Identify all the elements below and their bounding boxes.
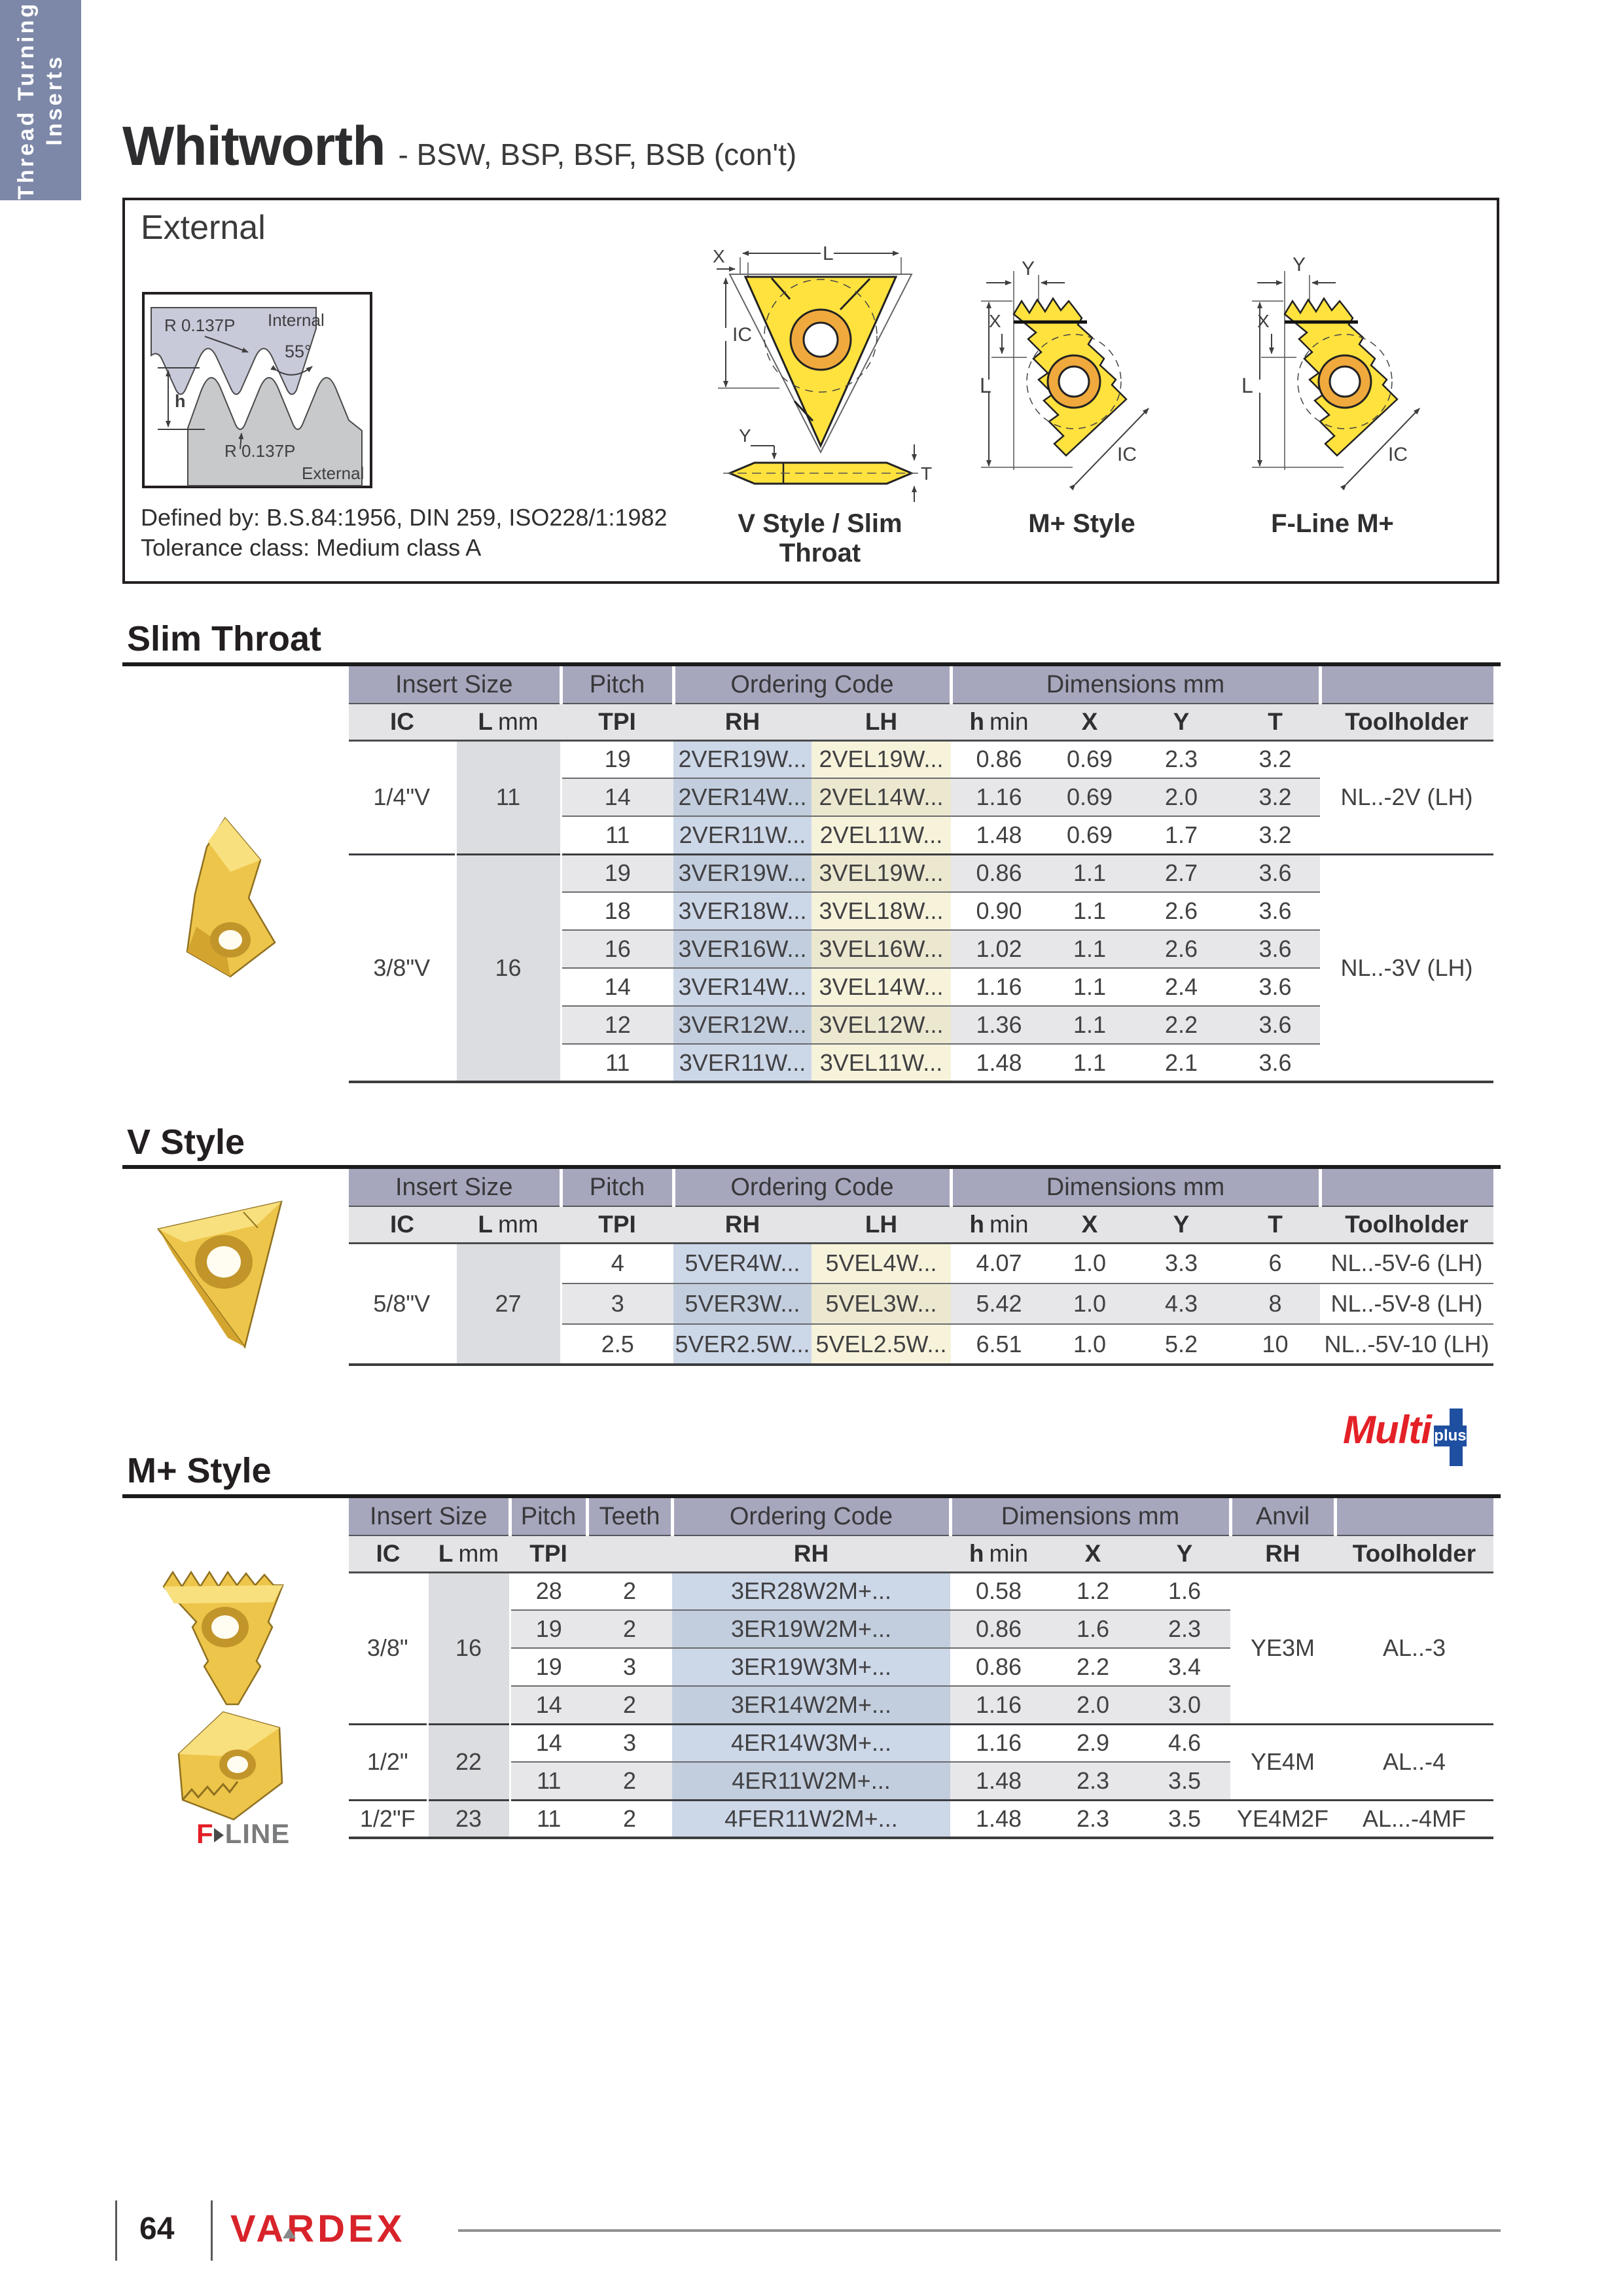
cell-h: 1.16 xyxy=(951,968,1047,1006)
cell-t: 3.6 xyxy=(1230,968,1320,1006)
cell-tpi: 4 xyxy=(561,1243,673,1283)
cell-y: 2.3 xyxy=(1139,1610,1230,1648)
cell-y: 2.4 xyxy=(1132,968,1230,1006)
cell-toolholder: AL..-3 xyxy=(1335,1572,1493,1724)
cell-rh-code: 3ER19W3M+... xyxy=(672,1648,950,1686)
cell-anvil: YE4M xyxy=(1230,1724,1335,1800)
cell-toolholder: NL..-5V-10 (LH) xyxy=(1320,1324,1493,1365)
dim-x: X xyxy=(1257,311,1270,331)
cell-h: 0.86 xyxy=(950,1610,1047,1648)
cell-teeth: 2 xyxy=(587,1800,672,1838)
cell-y: 3.5 xyxy=(1139,1800,1230,1838)
cell-x: 0.69 xyxy=(1047,740,1132,778)
colgroup-insert-size: Insert Size xyxy=(349,666,561,704)
col-tpi: TPI xyxy=(561,1206,673,1243)
cell-x: 1.0 xyxy=(1047,1243,1132,1283)
cell-lh-code: 5VEL2.5W... xyxy=(812,1324,951,1365)
colgroup-pitch: Pitch xyxy=(561,1169,673,1206)
cell-ic: 1/4"V xyxy=(349,740,455,854)
cell-rh-code: 2VER19W... xyxy=(673,740,812,778)
colgroup-empty xyxy=(1335,1498,1493,1535)
cell-rh-code: 3VER12W... xyxy=(673,1006,812,1044)
cell-x: 1.2 xyxy=(1047,1572,1139,1610)
table-row xyxy=(349,854,1493,892)
label-radius-bottom: R 0.137P xyxy=(224,441,296,461)
cell-rh-code: 3VER19W... xyxy=(673,854,812,892)
cell-y: 3.0 xyxy=(1139,1686,1230,1724)
col-h-min: h min xyxy=(951,1206,1047,1243)
cell-tpi: 18 xyxy=(561,892,673,930)
cell-tpi: 28 xyxy=(510,1572,587,1610)
col-y: Y xyxy=(1139,1535,1230,1572)
cell-x: 2.9 xyxy=(1047,1724,1139,1762)
colgroup-pitch: Pitch xyxy=(561,666,673,704)
cell-lh-code: 3VEL19W... xyxy=(812,854,951,892)
cell-rh-code: 3ER14W2M+... xyxy=(672,1686,950,1724)
cell-rh-code: 3VER16W... xyxy=(673,930,812,968)
table-row xyxy=(349,1572,1493,1610)
cell-l: 16 xyxy=(427,1572,510,1724)
cell-ic: 1/2" xyxy=(349,1724,427,1800)
cell-rh-code: 4FER11W2M+... xyxy=(672,1800,950,1838)
colgroup-dimensions: Dimensions mm xyxy=(951,666,1320,704)
cell-h: 0.58 xyxy=(950,1572,1047,1610)
cell-y: 5.2 xyxy=(1132,1324,1230,1365)
thread-profile-diagram xyxy=(142,292,372,490)
dim-y: Y xyxy=(1293,254,1306,276)
cell-tpi: 11 xyxy=(561,1044,673,1082)
table-row xyxy=(349,740,1493,778)
f-line-logo-line: LINE xyxy=(224,1818,291,1849)
cell-tpi: 19 xyxy=(561,740,673,778)
sidebar-tab-line1: Thread Turning xyxy=(14,1,39,200)
label-radius-top: R 0.137P xyxy=(164,315,236,335)
multiplus-logo-text: Multi xyxy=(1343,1408,1431,1452)
caption-m-plus: M+ Style xyxy=(1028,509,1135,538)
dim-x: X xyxy=(713,246,725,266)
cell-x: 1.1 xyxy=(1047,854,1132,892)
col-l-mm: L mm xyxy=(427,1535,510,1572)
cell-lh-code: 3VEL14W... xyxy=(812,968,951,1006)
cell-rh-code: 3ER28W2M+... xyxy=(672,1572,950,1610)
dim-y: Y xyxy=(739,425,751,446)
colgroup-empty xyxy=(1320,1169,1493,1206)
cell-toolholder: NL..-2V (LH) xyxy=(1320,740,1493,854)
cell-rh-code: 4ER11W2M+... xyxy=(672,1762,950,1800)
cell-anvil: YE4M2F xyxy=(1230,1800,1335,1838)
col-rh: RH xyxy=(673,1206,812,1243)
standards-text xyxy=(141,503,668,563)
slim-throat-insert-photo xyxy=(157,812,298,985)
cell-h: 1.16 xyxy=(950,1686,1047,1724)
m-plus-drawing xyxy=(976,228,1192,503)
colgroup-ordering-code: Ordering Code xyxy=(673,1169,951,1206)
cell-x: 0.69 xyxy=(1047,778,1132,816)
cell-x: 1.0 xyxy=(1047,1283,1132,1324)
m-style-insert-photo xyxy=(152,1545,296,1712)
dim-ic: IC xyxy=(1388,444,1408,465)
cell-teeth: 3 xyxy=(587,1648,672,1686)
cell-t: 3.2 xyxy=(1230,816,1320,854)
cell-teeth: 2 xyxy=(587,1762,672,1800)
cell-tpi: 14 xyxy=(561,778,673,816)
col-ic: IC xyxy=(349,704,455,740)
cell-t: 3.2 xyxy=(1230,740,1320,778)
colgroup-anvil: Anvil xyxy=(1230,1498,1335,1535)
col-t: T xyxy=(1230,1206,1320,1243)
cell-rh-code: 5VER2.5W... xyxy=(673,1324,812,1365)
cell-tpi: 19 xyxy=(561,854,673,892)
col-l-mm: L mm xyxy=(455,704,561,740)
cell-rh-code: 3VER11W... xyxy=(673,1044,812,1082)
cell-y: 2.7 xyxy=(1132,854,1230,892)
cell-teeth: 2 xyxy=(587,1610,672,1648)
col-toolholder: Toolholder xyxy=(1320,704,1493,740)
cell-t: 6 xyxy=(1230,1243,1320,1283)
cell-tpi: 12 xyxy=(561,1006,673,1044)
slim-throat-table xyxy=(349,666,1493,1083)
cell-ic: 3/8"V xyxy=(349,854,455,1082)
m-style-table xyxy=(349,1498,1493,1839)
cell-t: 3.6 xyxy=(1230,892,1320,930)
cell-tpi: 16 xyxy=(561,930,673,968)
cell-rh-code: 3ER19W2M+... xyxy=(672,1610,950,1648)
cell-x: 1.1 xyxy=(1047,892,1132,930)
colgroup-insert-size: Insert Size xyxy=(349,1169,561,1206)
cell-rh-code: 3VER14W... xyxy=(673,968,812,1006)
dim-ic: IC xyxy=(1117,444,1137,465)
v-style-heading: V Style xyxy=(127,1122,245,1162)
cell-teeth: 2 xyxy=(587,1686,672,1724)
col-ic: IC xyxy=(349,1206,455,1243)
cell-tpi: 2.5 xyxy=(561,1324,673,1365)
cell-h: 1.02 xyxy=(951,930,1047,968)
cell-y: 2.3 xyxy=(1132,740,1230,778)
cell-h: 1.36 xyxy=(951,1006,1047,1044)
cell-tpi: 14 xyxy=(510,1724,587,1762)
cell-h: 0.90 xyxy=(951,892,1047,930)
v-style-insert-photo xyxy=(145,1186,299,1361)
col-ic: IC xyxy=(349,1535,427,1572)
cell-x: 2.0 xyxy=(1047,1686,1139,1724)
col-toolholder: Toolholder xyxy=(1335,1535,1493,1572)
col-y: Y xyxy=(1132,1206,1230,1243)
colgroup-ordering-code: Ordering Code xyxy=(672,1498,950,1535)
cell-rh-code: 5VER3W... xyxy=(673,1283,812,1324)
page-title xyxy=(122,115,796,178)
cell-y: 3.4 xyxy=(1139,1648,1230,1686)
cell-rh-code: 2VER11W... xyxy=(673,816,812,854)
cell-tpi: 11 xyxy=(510,1800,587,1838)
cell-tpi: 19 xyxy=(510,1610,587,1648)
dim-y: Y xyxy=(1022,258,1035,279)
cell-h: 0.86 xyxy=(951,854,1047,892)
footer-divider xyxy=(115,2200,117,2261)
table-row xyxy=(349,1800,1493,1838)
triangle-icon xyxy=(283,2228,296,2238)
cell-ic: 1/2"F xyxy=(349,1800,427,1838)
m-style-heading: M+ Style xyxy=(127,1451,272,1490)
cell-lh-code: 5VEL3W... xyxy=(812,1283,951,1324)
cell-l: 23 xyxy=(427,1800,510,1838)
cell-rh-code: 2VER14W... xyxy=(673,778,812,816)
cell-h: 1.16 xyxy=(951,778,1047,816)
cell-h: 0.86 xyxy=(950,1648,1047,1686)
cell-y: 4.6 xyxy=(1139,1724,1230,1762)
cell-rh-code: 4ER14W3M+... xyxy=(672,1724,950,1762)
plus-icon: plus xyxy=(1434,1408,1467,1466)
colgroup-dimensions: Dimensions mm xyxy=(951,1169,1320,1206)
f-line-logo xyxy=(196,1818,290,1850)
cell-x: 1.1 xyxy=(1047,930,1132,968)
cell-y: 3.5 xyxy=(1139,1762,1230,1800)
cell-ic: 3/8" xyxy=(349,1572,427,1724)
cell-tpi: 11 xyxy=(510,1762,587,1800)
sidebar-tab-line2: Inserts xyxy=(42,54,67,146)
cell-tpi: 14 xyxy=(510,1686,587,1724)
cell-lh-code: 3VEL12W... xyxy=(812,1006,951,1044)
col-x: X xyxy=(1047,1535,1139,1572)
cell-lh-code: 2VEL19W... xyxy=(812,740,951,778)
cell-lh-code: 2VEL14W... xyxy=(812,778,951,816)
cell-l: 16 xyxy=(455,854,561,1082)
cell-l: 11 xyxy=(455,740,561,854)
cell-t: 3.6 xyxy=(1230,1044,1320,1082)
external-section-box xyxy=(122,198,1499,584)
cell-y: 2.2 xyxy=(1132,1006,1230,1044)
col-t: T xyxy=(1230,704,1320,740)
colgroup-insert-size: Insert Size xyxy=(349,1498,510,1535)
col-y: Y xyxy=(1132,704,1230,740)
cell-y: 2.6 xyxy=(1132,892,1230,930)
col-anvil-rh: RH xyxy=(1230,1535,1335,1572)
cell-teeth: 3 xyxy=(587,1724,672,1762)
cell-x: 1.1 xyxy=(1047,1006,1132,1044)
cell-t: 3.6 xyxy=(1230,1006,1320,1044)
cell-lh-code: 3VEL16W... xyxy=(812,930,951,968)
colgroup-empty xyxy=(1320,666,1493,704)
cell-t: 3.6 xyxy=(1230,854,1320,892)
table-row xyxy=(349,1724,1493,1762)
dim-ic: IC xyxy=(732,324,752,346)
cell-t: 3.2 xyxy=(1230,778,1320,816)
cell-x: 1.1 xyxy=(1047,968,1132,1006)
cell-lh-code: 3VEL11W... xyxy=(812,1044,951,1082)
vardex-logo xyxy=(230,2207,405,2251)
cell-tpi: 14 xyxy=(561,968,673,1006)
cell-t: 8 xyxy=(1230,1283,1320,1324)
vardex-logo-text: VARDEX xyxy=(230,2208,406,2250)
v-style-table xyxy=(349,1169,1493,1366)
col-lh: LH xyxy=(812,1206,951,1243)
dim-t: T xyxy=(921,463,933,484)
f-line-drawing xyxy=(1217,228,1446,503)
col-rh: RH xyxy=(673,704,812,740)
col-tpi: TPI xyxy=(561,704,673,740)
tolerance-line: Tolerance class: Medium class A xyxy=(141,534,482,562)
cell-h: 6.51 xyxy=(951,1324,1047,1365)
cell-tpi: 19 xyxy=(510,1648,587,1686)
cell-y: 4.3 xyxy=(1132,1283,1230,1324)
cell-toolholder: NL..-5V-6 (LH) xyxy=(1320,1243,1493,1283)
dim-l: L xyxy=(980,374,991,397)
f-line-logo-f: F xyxy=(196,1818,213,1849)
label-internal: Internal xyxy=(268,310,325,330)
cell-y: 1.6 xyxy=(1139,1572,1230,1610)
label-h: h xyxy=(175,391,186,411)
cell-h: 1.48 xyxy=(951,1044,1047,1082)
cell-h: 4.07 xyxy=(951,1243,1047,1283)
dim-l: L xyxy=(1241,374,1253,397)
page-number: 64 xyxy=(139,2212,175,2246)
cell-toolholder: NL..-3V (LH) xyxy=(1320,854,1493,1082)
col-x: X xyxy=(1047,1206,1132,1243)
sidebar-tab-thread-turning-inserts xyxy=(0,0,81,200)
cell-t: 10 xyxy=(1230,1324,1320,1365)
cell-y: 2.0 xyxy=(1132,778,1230,816)
cell-x: 2.3 xyxy=(1047,1800,1139,1838)
arrow-right-icon xyxy=(214,1828,224,1842)
col-h-min: h min xyxy=(951,704,1047,740)
caption-v-slim: V Style / Slim Throat xyxy=(738,509,902,567)
cell-x: 2.2 xyxy=(1047,1648,1139,1686)
cell-lh-code: 3VEL18W... xyxy=(812,892,951,930)
col-teeth-empty xyxy=(587,1535,672,1572)
col-toolholder: Toolholder xyxy=(1320,1206,1493,1243)
cell-x: 1.6 xyxy=(1047,1610,1139,1648)
cell-anvil: YE3M xyxy=(1230,1572,1335,1724)
multiplus-logo xyxy=(1343,1407,1467,1466)
cell-tpi: 11 xyxy=(561,816,673,854)
colgroup-pitch: Pitch xyxy=(510,1498,587,1535)
cell-h: 0.86 xyxy=(951,740,1047,778)
cell-tpi: 3 xyxy=(561,1283,673,1324)
dim-l: L xyxy=(823,243,834,264)
col-rh: RH xyxy=(672,1535,950,1572)
cell-rh-code: 5VER4W... xyxy=(673,1243,812,1283)
cell-y: 3.3 xyxy=(1132,1243,1230,1283)
footer-rule xyxy=(458,2229,1501,2232)
f-line-insert-photo xyxy=(160,1694,294,1835)
cell-l: 22 xyxy=(427,1724,510,1800)
label-external: External xyxy=(302,463,365,483)
cell-teeth: 2 xyxy=(587,1572,672,1610)
cell-h: 1.48 xyxy=(950,1800,1047,1838)
cell-h: 5.42 xyxy=(951,1283,1047,1324)
colgroup-teeth: Teeth xyxy=(587,1498,672,1535)
col-lh: LH xyxy=(812,704,951,740)
cell-x: 0.69 xyxy=(1047,816,1132,854)
cell-y: 1.7 xyxy=(1132,816,1230,854)
table-row xyxy=(349,1243,1493,1283)
col-x: X xyxy=(1047,704,1132,740)
cell-t: 3.6 xyxy=(1230,930,1320,968)
col-h-min: h min xyxy=(950,1535,1047,1572)
cell-x: 2.3 xyxy=(1047,1762,1139,1800)
col-tpi: TPI xyxy=(510,1535,587,1572)
cell-h: 1.48 xyxy=(951,816,1047,854)
cell-lh-code: 2VEL11W... xyxy=(812,816,951,854)
dim-x: X xyxy=(989,311,1001,331)
cell-h: 1.48 xyxy=(950,1762,1047,1800)
label-angle-55: 55° xyxy=(285,342,312,361)
cell-lh-code: 5VEL4W... xyxy=(812,1243,951,1283)
title-subtitle: - BSW, BSP, BSF, BSB (con't) xyxy=(398,137,797,171)
colgroup-ordering-code: Ordering Code xyxy=(673,666,951,704)
cell-toolholder: AL...-4MF xyxy=(1335,1800,1493,1838)
cell-x: 1.1 xyxy=(1047,1044,1132,1082)
slim-throat-heading: Slim Throat xyxy=(127,619,322,658)
caption-f-line: F-Line M+ xyxy=(1271,509,1394,538)
cell-rh-code: 3VER18W... xyxy=(673,892,812,930)
defined-by-line: Defined by: B.S.84:1956, DIN 259, ISO228/1:1982 xyxy=(141,504,668,531)
cell-h: 1.16 xyxy=(950,1724,1047,1762)
cell-y: 2.6 xyxy=(1132,930,1230,968)
cell-y: 2.1 xyxy=(1132,1044,1230,1082)
v-slim-throat-drawing xyxy=(706,236,935,505)
footer-divider xyxy=(211,2200,213,2261)
cell-ic: 5/8"V xyxy=(349,1243,455,1365)
colgroup-dimensions: Dimensions mm xyxy=(950,1498,1230,1535)
external-title: External xyxy=(141,209,266,247)
cell-toolholder: NL..-5V-8 (LH) xyxy=(1320,1283,1493,1324)
col-l-mm: L mm xyxy=(455,1206,561,1243)
cell-x: 1.0 xyxy=(1047,1324,1132,1365)
title-main: Whitworth xyxy=(122,115,385,177)
cell-toolholder: AL..-4 xyxy=(1335,1724,1493,1800)
cell-l: 27 xyxy=(455,1243,561,1365)
